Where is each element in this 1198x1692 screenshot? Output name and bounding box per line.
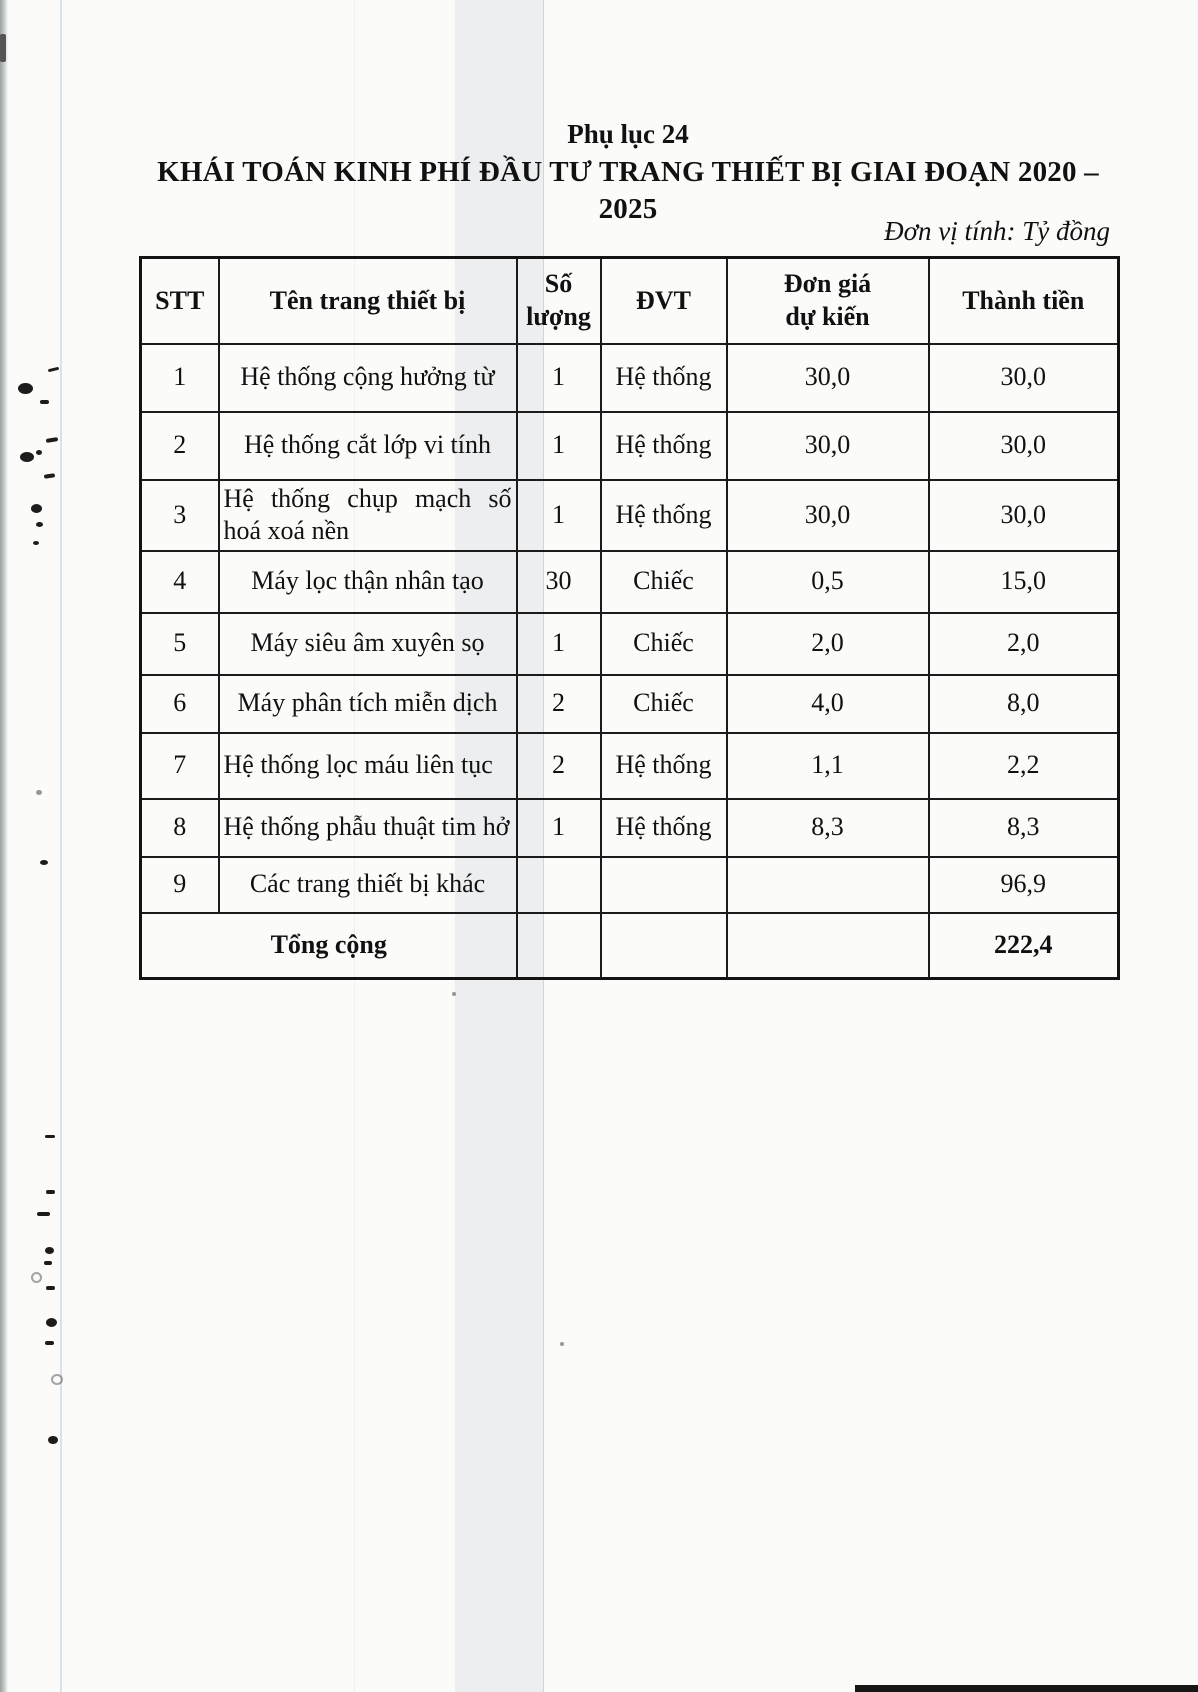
scan-speck <box>44 473 55 478</box>
cell-name: Hệ thống phẫu thuật tim hở <box>219 799 517 857</box>
cell-name: Hệ thống cắt lớp vi tính <box>219 412 517 480</box>
cell-price: 2,0 <box>727 613 929 675</box>
table-row <box>141 344 1119 412</box>
scan-speck <box>18 383 33 394</box>
cell-unit: Chiếc <box>601 613 727 675</box>
cell-qty: 1 <box>517 480 601 551</box>
scan-speck <box>36 790 42 795</box>
scan-speck <box>31 1272 42 1283</box>
scan-speck <box>48 367 59 373</box>
table-row <box>141 551 1119 613</box>
cell-stt: 7 <box>141 733 219 799</box>
scan-speck <box>37 1212 50 1216</box>
cell-amount: 2,0 <box>929 613 1119 675</box>
cell-price: 8,3 <box>727 799 929 857</box>
cell-price: 4,0 <box>727 675 929 733</box>
cell-unit: Hệ thống <box>601 344 727 412</box>
cell-name: Hệ thống lọc máu liên tục <box>219 733 517 799</box>
cell-amount: 30,0 <box>929 412 1119 480</box>
scan-speck <box>45 1135 55 1138</box>
scan-speck <box>46 437 58 443</box>
col-header-price <box>727 258 929 344</box>
cell-qty: 30 <box>517 551 601 613</box>
cell-price: 30,0 <box>727 412 929 480</box>
cell-amount: 30,0 <box>929 480 1119 551</box>
cell-qty: 1 <box>517 799 601 857</box>
cell-price: 30,0 <box>727 344 929 412</box>
cell-amount: 8,3 <box>929 799 1119 857</box>
scan-speck <box>45 1341 54 1345</box>
page-title: KHÁI TOÁN KINH PHÍ ĐẦU TƯ TRANG THIẾT BỊ GIAI ĐOẠN 2020 – 2025 <box>157 155 1099 226</box>
table-footer-row <box>141 913 1119 979</box>
col-header-unit: ĐVT <box>601 258 727 344</box>
cell-unit: Hệ thống <box>601 799 727 857</box>
cell-price: 0,5 <box>727 551 929 613</box>
total-amount: 222,4 <box>929 913 1119 979</box>
cell-amount: 8,0 <box>929 675 1119 733</box>
table-row <box>141 613 1119 675</box>
total-label: Tổng cộng <box>141 913 517 979</box>
cell-qty: 2 <box>517 733 601 799</box>
scan-speck <box>36 522 43 527</box>
table-row <box>141 412 1119 480</box>
scan-speck <box>31 504 42 513</box>
total-unit <box>601 913 727 979</box>
table-row <box>141 675 1119 733</box>
cell-name: Máy phân tích miễn dịch <box>219 675 517 733</box>
cell-name: Máy lọc thận nhân tạo <box>219 551 517 613</box>
cell-unit: Chiếc <box>601 675 727 733</box>
cell-name: Máy siêu âm xuyên sọ <box>219 613 517 675</box>
cell-amount: 96,9 <box>929 857 1119 913</box>
table-row <box>141 857 1119 913</box>
col-header-price-label: Đơn giá dự kiến <box>783 269 872 331</box>
table-row <box>141 799 1119 857</box>
cell-price: 30,0 <box>727 480 929 551</box>
scan-speck <box>560 1342 564 1346</box>
scan-line <box>60 0 62 1692</box>
cell-amount: 2,2 <box>929 733 1119 799</box>
scan-speck <box>40 860 48 865</box>
cell-unit: Hệ thống <box>601 480 727 551</box>
scan-speck <box>44 1261 52 1265</box>
scan-speck <box>33 541 39 545</box>
cell-qty: 2 <box>517 675 601 733</box>
title-block <box>139 118 1117 229</box>
scan-speck <box>51 1374 63 1385</box>
cell-unit: Chiếc <box>601 551 727 613</box>
cell-name: Các trang thiết bị khác <box>219 857 517 913</box>
scan-speck <box>36 450 42 455</box>
equipment-table <box>139 256 1120 980</box>
cell-price <box>727 857 929 913</box>
cell-price: 1,1 <box>727 733 929 799</box>
col-header-qty-label: Số lượng <box>526 269 591 331</box>
cell-qty: 1 <box>517 344 601 412</box>
scan-speck <box>48 1436 58 1444</box>
scan-speck <box>452 992 456 996</box>
scan-speck <box>46 1190 55 1194</box>
scan-speck <box>46 1318 57 1327</box>
table-row <box>141 480 1119 551</box>
cell-stt: 6 <box>141 675 219 733</box>
total-price <box>727 913 929 979</box>
col-header-name: Tên trang thiết bị <box>219 258 517 344</box>
cell-stt: 9 <box>141 857 219 913</box>
table-row <box>141 733 1119 799</box>
scan-edge-bottom <box>855 1685 1198 1692</box>
total-qty <box>517 913 601 979</box>
cell-name: Hệ thống cộng hưởng từ <box>219 344 517 412</box>
col-header-stt: STT <box>141 258 219 344</box>
col-header-amount: Thành tiền <box>929 258 1119 344</box>
cell-stt: 2 <box>141 412 219 480</box>
scan-speck <box>46 1286 55 1290</box>
table-header-row <box>141 258 1119 344</box>
cell-amount: 30,0 <box>929 344 1119 412</box>
cell-unit <box>601 857 727 913</box>
cell-unit: Hệ thống <box>601 412 727 480</box>
cell-qty: 1 <box>517 613 601 675</box>
cell-stt: 1 <box>141 344 219 412</box>
scan-speck <box>40 400 49 404</box>
cell-stt: 8 <box>141 799 219 857</box>
cell-amount: 15,0 <box>929 551 1119 613</box>
cell-unit: Hệ thống <box>601 733 727 799</box>
scan-speck <box>45 1247 54 1254</box>
cell-stt: 5 <box>141 613 219 675</box>
cell-qty <box>517 857 601 913</box>
cell-name: Hệ thống chụp mạch số hoá xoá nền <box>219 480 517 551</box>
unit-note: Đơn vị tính: Tỷ đồng <box>884 216 1110 246</box>
scan-speck <box>20 452 34 462</box>
appendix-label: Phụ lục 24 <box>567 119 689 149</box>
cell-stt: 3 <box>141 480 219 551</box>
scan-edge-left <box>0 0 8 1692</box>
cell-stt: 4 <box>141 551 219 613</box>
col-header-qty <box>517 258 601 344</box>
cell-qty: 1 <box>517 412 601 480</box>
scan-mark <box>0 34 6 62</box>
